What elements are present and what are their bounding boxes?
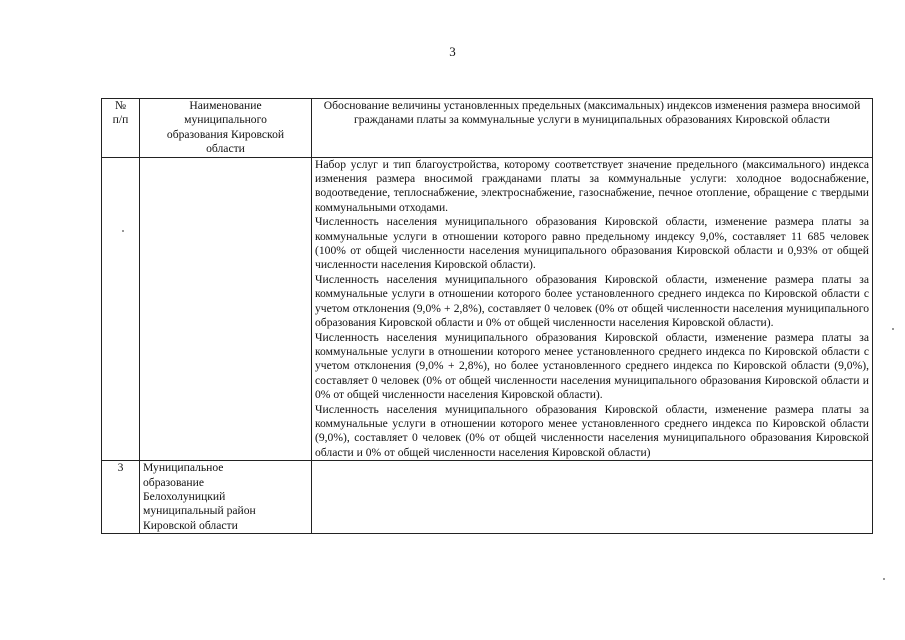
table-row xyxy=(102,157,873,461)
table-header-row xyxy=(102,99,873,158)
basis-paragraph: Численность населения муниципального образования Кировской области, изменение размера платы за коммунальные услуги в отношении которого менее установленного среднего индекса по Кировской области (9,0%), составляет 0 человек (0% от общей численности населения муниципального образования Кировской области и 0% от общей численности населения Кировской области) xyxy=(315,402,869,459)
row-basis-cell xyxy=(312,157,873,461)
scan-speck xyxy=(122,230,124,232)
row-number-cell xyxy=(102,157,140,461)
scan-speck xyxy=(892,328,894,330)
scan-speck xyxy=(883,578,885,580)
page-number: 3 xyxy=(449,44,456,59)
basis-paragraph: Численность населения муниципального образования Кировской области, изменение размера платы за коммунальные услуги в отношении которого равно предельному индексу 9,0%, составляет 11 685 человек (100% от общей численности населения муниципального образования Кировской области и 0,93% от общей численности населения Кировской области). xyxy=(315,215,869,272)
row-number-cell: 3 xyxy=(102,461,140,534)
row-name-cell: Муниципальное образование Белохолуницкий муниципальный район Кировской области xyxy=(140,461,312,534)
basis-paragraph: Численность населения муниципального образования Кировской области, изменение размера платы за коммунальные услуги в отношении которого более установленного среднего индекса по Кировской области с учетом отклонения (9,0% + 2,8%), составляет 0 человек (0% от общей численности населения муниципального образования Кировской области и 0% от общей численности населения Кировской области). xyxy=(315,272,869,330)
basis-paragraph: Набор услуг и тип благоустройства, которому соответствует значение предельного (максимального) индекса изменения размера вносимой гражданами платы за коммунальные услуги: холодное водоснабжение, водоотведение, теплоснабжение, электроснабжение, газоснабжение, печное отопление, обращение с твердыми коммунальными отходами. xyxy=(315,157,869,214)
header-municipality-name: Наименование муниципального образования Кировской области xyxy=(140,99,312,158)
basis-paragraph: Численность населения муниципального образования Кировской области, изменение размера платы за коммунальные услуги в отношении которого менее установленного среднего индекса по Кировской области с учетом отклонения (9,0% + 2,8%), но более установленного среднего индекса по Кировской области (9,0%), составляет 0 человек (0% от общей численности населения муниципального образования Кировской области и 0% от общей численности населения Кировской области). xyxy=(315,330,869,402)
indices-table xyxy=(101,98,873,534)
row-name-cell xyxy=(140,157,312,461)
row-basis-cell xyxy=(312,461,873,534)
table-row xyxy=(102,461,873,534)
header-basis: Обоснование величины установленных предельных (максимальных) индексов изменения размера вносимой гражданами платы за коммунальные услуги в муниципальных образованиях Кировской области xyxy=(312,99,873,158)
header-number: № п/п xyxy=(102,99,140,158)
